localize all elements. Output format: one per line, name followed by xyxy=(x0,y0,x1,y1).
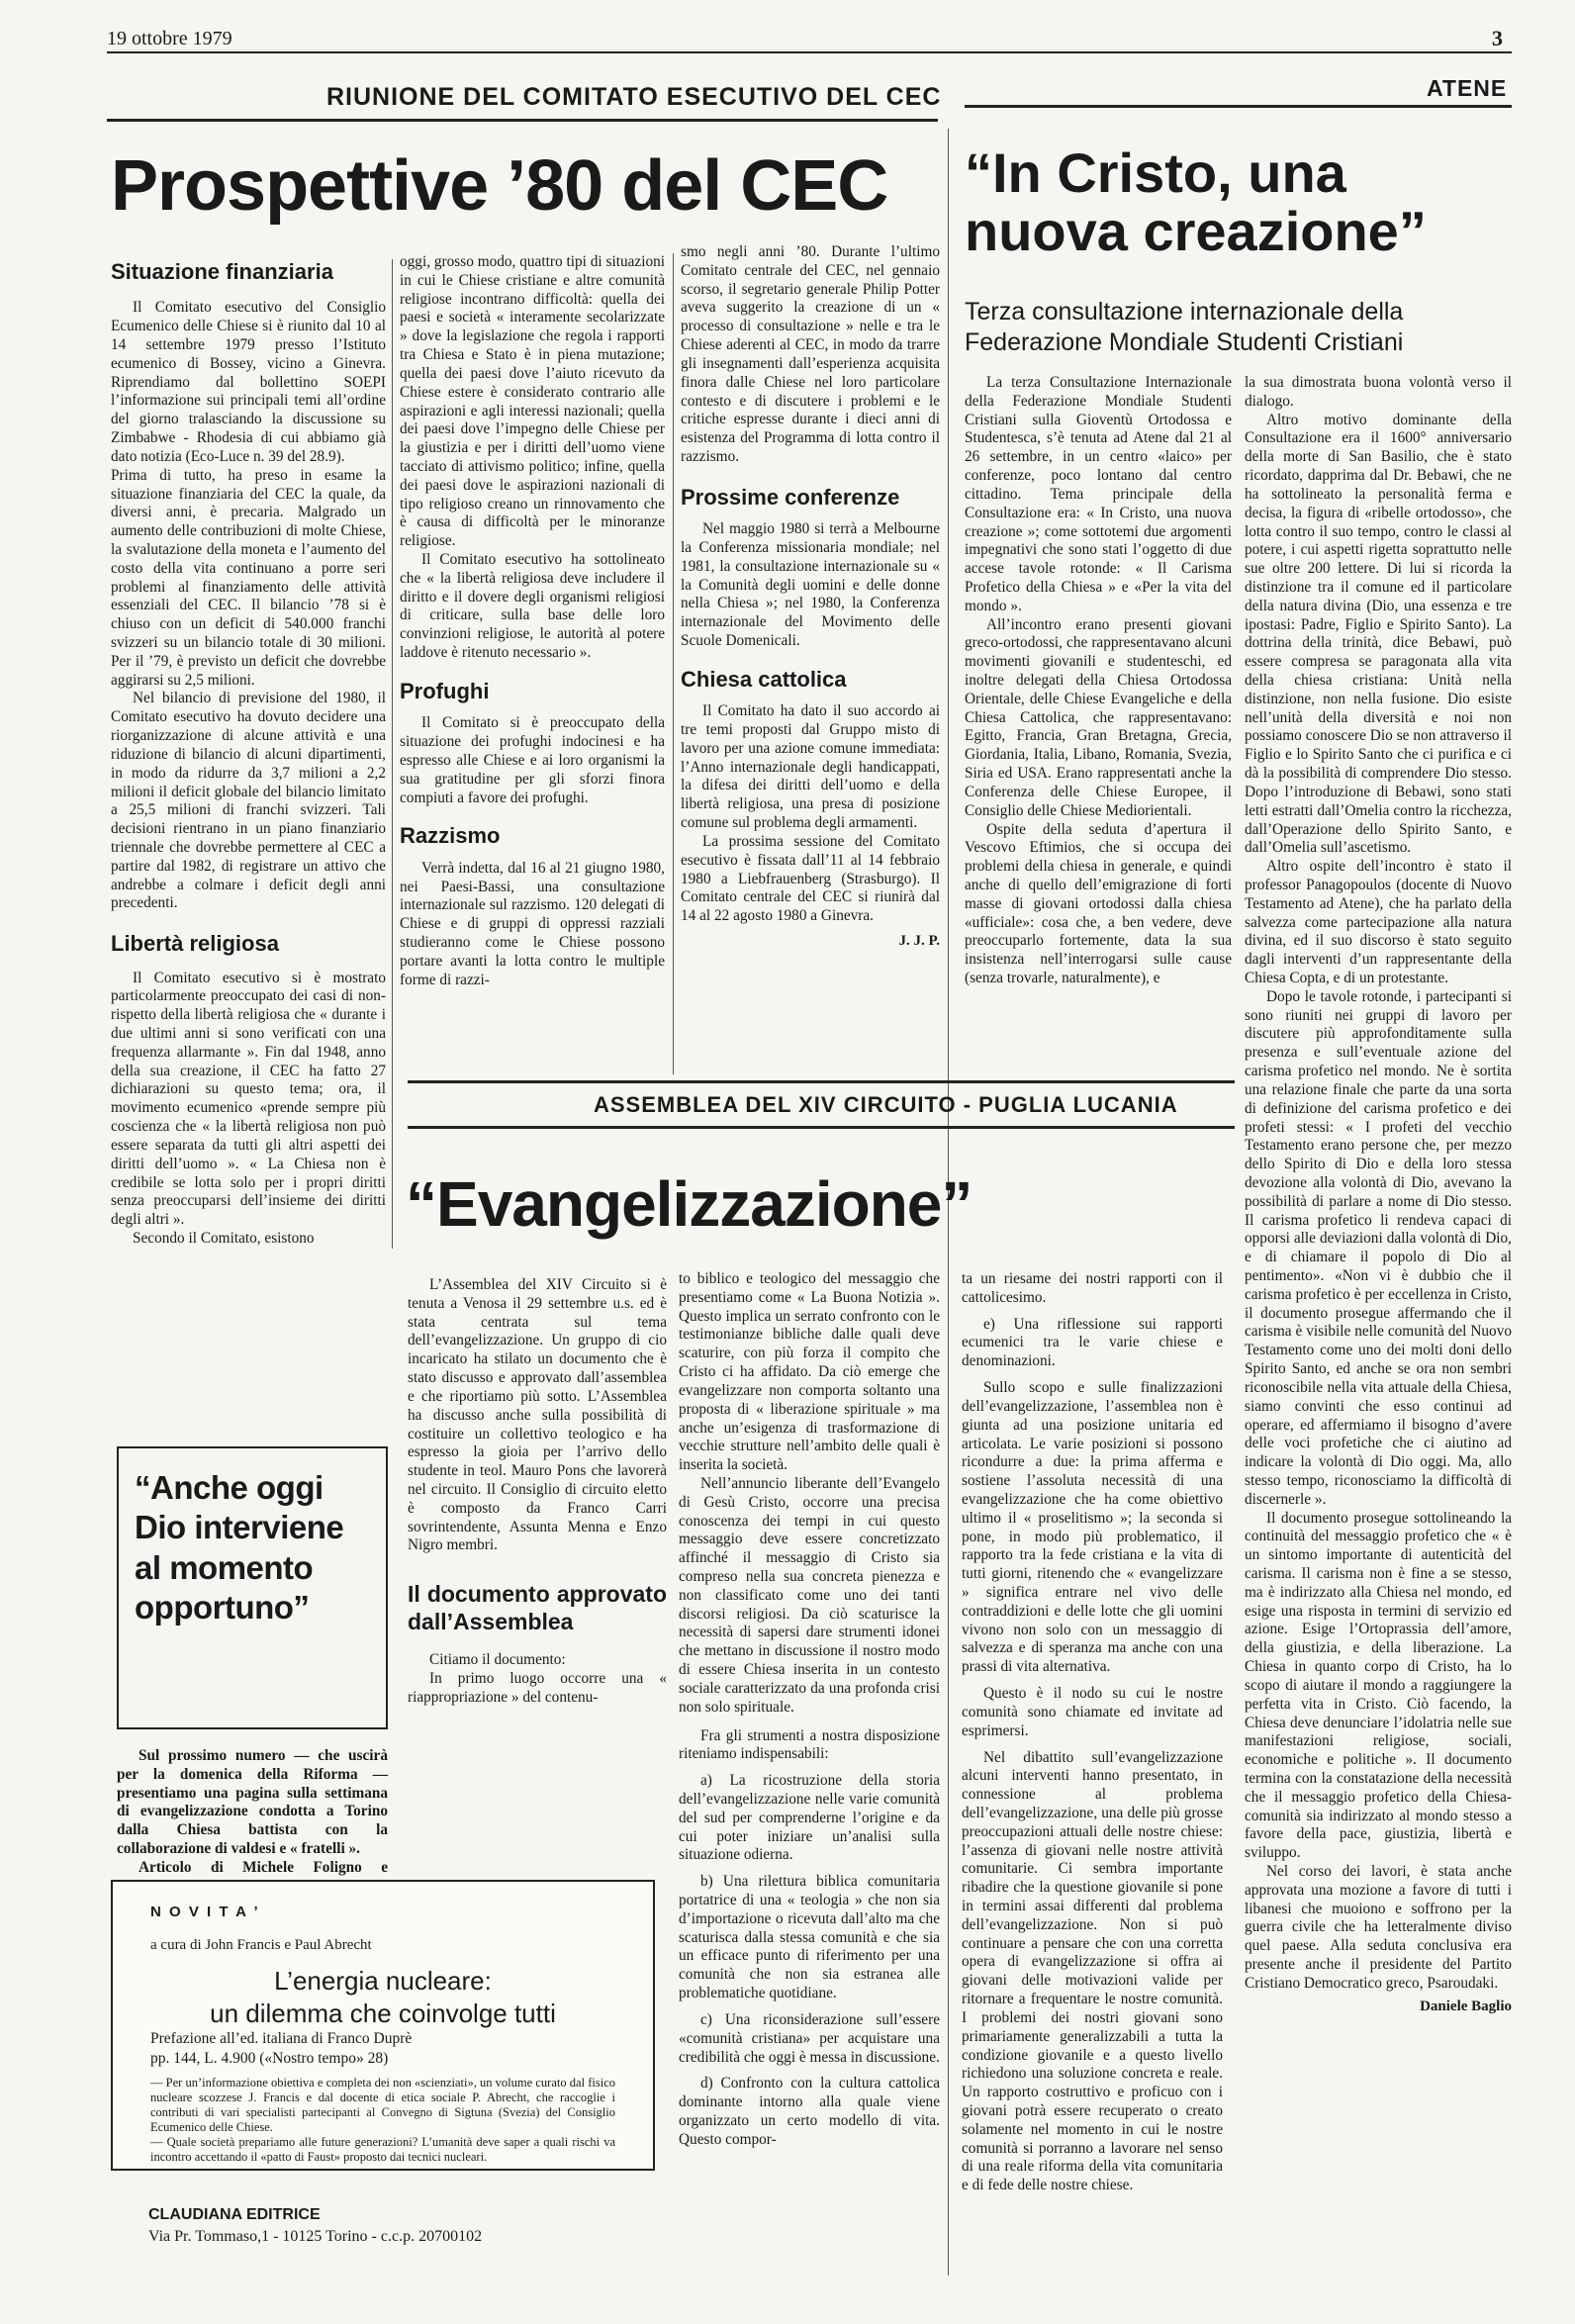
issue-date: 19 ottobre 1979 xyxy=(107,28,232,49)
novita-title-line-1: L’energia nucleare: xyxy=(274,1966,492,1996)
atene-kicker: ATENE xyxy=(1427,75,1508,101)
subhead-finanziaria: Situazione finanziaria xyxy=(111,259,333,284)
cec-kicker: RIUNIONE DEL COMITATO ESECUTIVO DEL CEC xyxy=(326,83,942,111)
pullquote-byline: Articolo di Michele Foligno e xyxy=(139,1858,388,1876)
atene-deck: Terza consultazione internazionale della Federazione Mondiale Studenti Cristiani xyxy=(965,298,1404,357)
paragraph: Il Comitato esecutivo del Consiglio Ecumenico delle Chiese si è riunito dal 10 al 14 settembre 1979 presso l’Istituto ecumenico di Bossey, vicino a Ginevra. Riprendiamo dal bollettino SOEPI l’informazione sui principali temi all’ordine del giorno tralasciando la discussione su Zimbabwe - Rhodesia di cui abbiamo già dato notizia (Eco-Luce n. 39 del 28.9). xyxy=(111,299,386,465)
evangel-kicker-rule xyxy=(408,1080,1235,1083)
paragraph: Nel maggio 1980 si terrà a Melbourne la Conferenza missionaria mondiale; nel 1981, la consultazione internazionale su « la Comunità degli uomini e delle donne nella Chiesa »; nel 1980, la Conferenza internazionale del Movimento delle Scuole Domenicali. xyxy=(681,520,940,650)
novita-label: N O V I T A ’ xyxy=(150,1904,260,1920)
paragraph: Il Comitato esecutivo si è mostrato particolarmente preoccupato dei casi di non-rispetto della libertà religiosa che « durante i due ultimi anni si sono verificati con una frequenza allarmante ». Fin dal 1948, anno della sua creazione, il CEC ha fatto 27 dichiarazioni su questo tema; ora, il movimento ecumenico «prende sempre più coscienza che « la libertà religiosa non può essere separata da tutti gli altri aspetti dei diritti dell’uomo ». « La Chiesa non è credibile se lotta solo per i propri diritti senza preoccuparsi dell’insieme dei diritti degli altri ». xyxy=(111,969,386,1229)
atene-column-2 xyxy=(1245,374,1512,2015)
paragraph: smo negli anni ’80. Durante l’ultimo Comitato centrale del CEC, nel gennaio scorso, il segretario generale Philip Potter aveva suggerito la creazione di un « processo di consultazione » nelle e tra le Chiese aderenti al CEC, in modo da trarre gli insegnamenti dall’esperienza acquisita finora dalle Chiese nel loro particolare contesto e di discutere i problemi e le critiche espresse durante i dieci anni di esistenza del Programma di lotta contro il razzismo. xyxy=(681,243,940,465)
cec-column-3 xyxy=(681,243,940,950)
novita-address: Via Pr. Tommaso,1 - 10125 Torino - c.c.p. 20700102 xyxy=(148,2228,483,2245)
pullquote-text-block xyxy=(117,1747,388,1897)
paragraph: La prossima sessione del Comitato esecutivo è fissata dall’11 al 14 febbraio 1980 a Liebfrauenberg (Strasburgo). Il Comitato centrale del CEC si riunirà dal 14 al 22 agosto 1980 a Ginevra. xyxy=(681,832,940,925)
novita-publisher: CLAUDIANA EDITRICE xyxy=(148,2206,321,2223)
paragraph: Nell’annuncio liberante dell’Evangelo di Gesù Cristo, occorre una precisa conoscenza dei tempi in cui questo messaggio deve essere concretizzato affinché il messaggio di Cristo sia compreso nella sua concreta pienezza e non classificato come uno dei tanti discorsi religiosi. Da ciò scaturisce la necessità di sapersi dare strumenti idonei che mettano in discussione il nostro modo di essere Chiesa inserita in un contesto sociale caratterizzato da una profonda crisi non solo spirituale. xyxy=(679,1474,940,1716)
column-rule xyxy=(392,259,393,1249)
paragraph: Citiamo il documento: xyxy=(429,1651,566,1669)
paragraph: c) Una riconsiderazione sull’essere «comunità cristiana» per acquistare una credibilità che oggi è messa in discussione. xyxy=(679,2010,940,2066)
paragraph: In primo luogo occorre una « riappropriazione » del contenu- xyxy=(408,1670,667,1706)
evangel-column-1 xyxy=(408,1276,667,1708)
subhead-profughi: Profughi xyxy=(400,678,490,703)
pullquote-text: Sul prossimo numero — che uscirà per la domenica della Riforma — presentiamo una pagina sulla settimana di evangelizzazione condotta a Torino dalla Chiesa battista con la collaborazione di valdesi e « fratelli ». xyxy=(117,1747,388,1858)
paragraph: Nel bilancio di previsione del 1980, il Comitato esecutivo ha dovuto decidere una riorganizzazione di alcune attività e una riduzione di bilancio di alcuni dipartimenti, in modo da ridurre da 3,7 milioni a 2,2 milioni il deficit globale del bilancio limitato a 25,5 milioni di franchi svizzeri. Tali decisioni rientrano in un piano finanziario triennale che dovrebbe permettere al CEC a partire dal 1982, di registrare un attivo che andrebbe a colmare i deficit degli anni precedenti. xyxy=(111,690,386,912)
paragraph: L’Assemblea del XIV Circuito si è tenuta a Venosa il 29 settembre u.s. ed è stata centrata sul tema dell’evangelizzazione. Un gruppo di cio incaricato ha stilato un documento che è stato discusso e approvato dall’assemblea e che riportiamo più sotto. L’Assemblea ha discusso anche sulla possibilità di costituire un collettivo teologico e ha espresso la gioia per l’arrivo dello studente in teol. Mauro Pons che lavorerà nel circuito. Il Consiglio di circuito eletto è composto da Franco Carri sovrintendente, Assunta Menna e Enzo Nigro membri. xyxy=(408,1276,667,1554)
pullquote-box xyxy=(117,1446,388,1729)
paragraph: Secondo il Comitato, esistono xyxy=(133,1229,315,1247)
atene-signature: Daniele Baglio xyxy=(1420,1998,1512,2014)
paragraph: Il Comitato ha dato il suo accordo ai tre temi proposti dal Gruppo misto di lavoro per una azione comune immediata: l’Anno internazionale degli handicappati, la difesa dei diritti dell’uomo e della libertà religiosa, una presa di posizione comune sul problema degli armamenti. xyxy=(681,702,940,832)
evangel-column-2 xyxy=(679,1270,940,2150)
cec-kicker-rule xyxy=(107,119,938,122)
subhead-conferenze: Prossime conferenze xyxy=(681,484,900,510)
cec-column-2 xyxy=(400,253,665,989)
novita-ad-box xyxy=(111,1880,655,2171)
subhead-documento: Il documento approvato dall’Assemblea xyxy=(408,1581,667,1634)
paragraph: Nel corso dei lavori, è stata anche approvata una mozione a favore di tutti i libanesi che muoiono e soffrono per la guerra civile che ha letteralmente diviso quel paese. Alla seduta conclusiva era presente anche il presidente del Partito Cristiano Democratico greco, Psaroudaki. xyxy=(1245,1863,1512,1992)
cec-column-1 xyxy=(111,259,386,1249)
subhead-liberta: Libertà religiosa xyxy=(111,931,279,957)
paragraph: Fra gli strumenti a nostra disposizione riteniamo indispensabili: xyxy=(679,1726,940,1763)
pullquote-title: “Anche oggi Dio interviene al momento opportuno” xyxy=(135,1469,344,1626)
paragraph: to biblico e teologico del messaggio che presentiamo come « La Buona Notizia ». Questo implica un serrato confronto con le testimonianze bibliche dalle quali deve scaturire, con più forza il compito che Cristo ci ha affidato. Da ciò emerge che evangelizzare non comporta soltanto una proposta di « liberazione spirituale » ma anche un’esigenza di trasformazione di vecchie strutture nell’ambito delle quali è inserita la società. xyxy=(679,1270,940,1474)
paragraph: Prima di tutto, ha preso in esame la situazione finanziaria del CEC la quale, da diversi anni, è precaria. Malgrado un aumento delle contribuzioni di molte Chiese, la svalutazione della moneta e l’aumento del costo della vita continuano a porre seri problemi al finanziamento delle attività essenziali del CEC. Il bilancio ’78 si è chiuso con un deficit di 540.000 franchi svizzeri su un bilancio totale di 30 milioni. Per il ’79, è previsto un deficit che dovrebbe aggirarsi su 2,5 milioni. xyxy=(111,466,386,689)
paragraph: Questo è il nodo su cui le nostre comunità sono chiamate ed invitate ad esprimersi. xyxy=(962,1685,1223,1739)
atene-headline: “In Cristo, una nuova creazione” xyxy=(965,141,1427,262)
paragraph: All’incontro erano presenti giovani greco-ortodossi, che rappresentavano alcuni movimenti giovanili e studenteschi, ed inoltre delegati della Chiesa Ortodossa Orientale, delle Chiese Evangeliche e della Chiesa Cattolica, che rappresentavano: Egitto, Francia, Gran Bretagna, Grecia, Giordania, Italia, Libano, Romania, Svezia, Siria ed USA. Erano rappresentati anche la Conferenza delle Chiese Europee, il Consiglio delle Chiese Mediorientali. xyxy=(965,615,1232,819)
paragraph: La terza Consultazione Internazionale della Federazione Mondiale Studenti Cristiani sulla Gioventù Ortodossa e Studentesca, s’è tenuta ad Atene dal 21 al 26 settembre, in un centro «laico» per conferenze, poco lontano dal centro cittadino. Tema principale della Consultazione era: « In Cristo, una nuova creazione »; come sottotemi due argomenti impegnativi che sono stati l’oggetto di due accese tavole rotonde: « Il Carisma Profetico della Chiesa » e «Per la vita del mondo ». xyxy=(965,374,1232,614)
paragraph: la sua dimostrata buona volontà verso il dialogo. xyxy=(1245,374,1512,410)
paragraph: oggi, grosso modo, quattro tipi di situazioni in cui le Chiese cristiane e altre comunità religiose incontrano difficoltà: quella dei paesi e società « interamente secolarizzate » dove la legislazione che regola i rapporti tra Chiesa e Stato è in piena mutazione; quella dei paesi dove l’aiuto ricevuto da Chiese estere è considerato contrario alle aspirazioni e agli interessi nazionali; quella dei paesi dove l’impegno delle Chiese per la giustizia e per i diritti dell’uomo viene tacciato di attivismo politico; infine, quella dei paesi dove le aspirazioni nazionali di tipo religioso creano un rinnovamento che è causa di difficoltà per le minoranze religiose. xyxy=(400,253,665,550)
novita-title xyxy=(113,1965,653,2029)
evangel-kicker: ASSEMBLEA DEL XIV CIRCUITO - PUGLIA LUCANIA xyxy=(594,1092,1178,1117)
paragraph: Altro motivo dominante della Consultazione era il 1600° anniversario della morte di San Basilio, che è stato ricordato, dapprima dal Dr. Bebawi, che ne ha sottolineato la personalità ferma e decisa, la figura di «ribelle ortodosso», che lotta contro il suo tempo, contro le classi al potere, i cui aspetti rigetta soprattutto nelle sue oltre 200 lettere. Di lui si ricorda la distinzione tra il comune ed il particolare della natura divina (Dio, una essenza e tre ipostasi: Padre, Figlio e Spirito Santo). La dottrina della trinità, dice Bebawi, può essere compresa se paragonata alla vita della chiesa cristiana: Unità nella distinzione, non nella fusione. Dio esiste nell’unità della diversità e noi non possiamo conoscere Dio se non attraverso il Figlio e lo Spirito Santo che ci purifica e ci dà la possibilità di comprendere Dio stesso. Dopo l’introduzione di Bebawi, sono stati letti estratti dall’Omelia contro la ricchezza, dall’Operazione dello Spirito Santo, e dall’Omelia sull’ascetismo. xyxy=(1245,411,1512,857)
atene-kicker-rule xyxy=(965,105,1512,108)
paragraph: Ospite della seduta d’apertura il Vescovo Eftimios, che si occupa dei problemi della chiesa in generale, e quindi anche di quello dell’emigrazione di forti masse di giovani ortodossi dalla chiesa «ufficiale»: cosa che, a ben vedere, deve preoccuparlo fortemente, data la sua insistenza nell’interrogarsi sulle cause (senza trovarle, naturalmente), e xyxy=(965,820,1232,986)
paragraph: a) La ricostruzione della storia dell’evangelizzazione nelle varie comunità del sud per comprenderne l’origine e da cui poter iniziare un’analisi sulla situazione odierna. xyxy=(679,1772,940,1864)
paragraph: ta un riesame dei nostri rapporti con il cattolicesimo. xyxy=(962,1270,1223,1306)
evangel-headline: “Evangelizzazione” xyxy=(406,1168,973,1240)
paragraph: Sullo scopo e sulle finalizzazioni dell’evangelizzazione, l’assemblea non è giunta ad una posizione unitaria ed articolata. Le varie posizioni si possono ricondurre a due: la prima afferma e sostiene l’assoluta necessità di una evangelizzazione che ha come obiettivo ultimo il « proselitismo »; la seconda si pone, in modo più problematico, il rapporto tra la fede cristiana e la vita di tutti giorni, ritenendo che « evangelizzare » significa entrare nel vivo delle contraddizioni e delle lotte che gli uomini vivono non solo con un messaggio di salvezza e di speranza ma anche con una prassi di vita alternativa. xyxy=(962,1379,1223,1676)
paragraph: Il Comitato si è preoccupato della situazione dei profughi indocinesi e ha espresso alle Chiese e ai loro organismi la sua gratitudine per gli sforzi finora compiuti a favore dei profughi. xyxy=(400,714,665,806)
paragraph: Nel dibattito sull’evangelizzazione alcuni interventi hanno presentato, in connessione al problema dell’evangelizzazione, una delle più grosse preoccupazioni attuali delle nostre chiese: l’assenza di giovani nelle nostre attività comunitarie. Ci sembra importante ribadire che la questione giovanile si pone in termini assai differenti dal problema dell’evangelizzazione. Non si può continuare a pensare che con una corretta opera di evangelizzazione si offra ai giovani delle motivazioni valide per ritornare a frequentare le nostre comunità. I problemi dei nostri giovani sono primariamente generalizzabili a tutta la condizione giovanile e a questo livello richiedono una soluzione concreta e reale. Un rapporto costruttivo e proficuo con i giovani potrà essere recuperato o creato solamente nel momento in cui le nostre comunità si porranno a lavorare nel senso di una reale riforma della vita comunitaria e di fede delle nostre chiese. xyxy=(962,1748,1223,2194)
paragraph: Verrà indetta, dal 16 al 21 giugno 1980, nei Paesi-Bassi, una consultazione internazionale sul razzismo. 120 delegati di Chiese e di gruppi di oppressi razziali studieranno come le Chiese possono portare avanti la lotta contro le multiple forme di razzi- xyxy=(400,859,665,988)
paragraph: Il Comitato esecutivo ha sottolineato che « la libertà religiosa deve includere il diritto e il dovere degli organismi religiosi di criticare, sulla base delle loro convinzioni religiose, le autorità al potere laddove è ritenuto necessario ». xyxy=(400,551,665,662)
subhead-razzismo: Razzismo xyxy=(400,823,501,849)
novita-bullet: — Per un’informazione obiettiva e completa dei non «scienziati», un volume curato dal fisico nucleare scozzese J. Francis e dal docente di etica sociale P. Abrecht, che raccoglie i contributi di vari specialisti partecipanti al Convegno di Sigtuna (Svezia) del Consiglio Ecumenico delle Chiese. xyxy=(150,2076,615,2134)
paragraph: e) Una riflessione sui rapporti ecumenici tra le varie chiese e denominazioni. xyxy=(962,1315,1223,1370)
novita-bullets xyxy=(150,2076,615,2165)
atene-column-1 xyxy=(965,374,1232,988)
novita-editors: a cura di John Francis e Paul Abrecht xyxy=(150,1937,372,1953)
page-number: 3 xyxy=(1492,26,1503,50)
novita-preface: Prefazione all’ed. italiana di Franco Duprè xyxy=(150,2030,413,2047)
paragraph: Dopo le tavole rotonde, i partecipanti si sono riuniti nei gruppi di lavoro per discutere più approfonditamente sulla presenza e sull’eventuale azione del carisma profetico nel mondo. Ne è sortita una relazione finale che parte da una sorta di definizione del carisma profetico e dei profeti stessi: « I profeti del vecchio Testamento erano persone che, per mezzo dello Spirito di Dio e della loro stessa devozione alla volontà di Dio, avevano la possibilità di parlare a nome di Dio stesso. Il carisma profetico li rendeva capaci di opporsi alle deviazioni dalla volontà di Dio, e di chiamare il popolo di Dio al pentimento». «Non vi è dubbio che il carisma profetico è per eccellenza in Cristo, il documento prosegue affermando che il carisma è visibile nelle comunità del Nuovo Testamento come uno dei molti doni dello Spirito Santo, ed anche se ora non sembri riconoscibile nella vita attuale della Chiesa, siamo convinti che esso continui ad operare, ed affermiamo il bisogno d’avere delle voci profetiche che ci aiutino ad indicare la volontà di Dio oggi. Ma, allo stesso tempo, riconosciamo la difficoltà di discernerle ». xyxy=(1245,987,1512,1508)
evangel-column-3 xyxy=(962,1270,1223,2195)
column-rule xyxy=(673,253,674,1074)
cec-signature: J. J. P. xyxy=(898,932,940,949)
novita-title-line-2: un dilemma che coinvolge tutti xyxy=(210,1998,556,2028)
evangel-kicker-rule-bottom xyxy=(408,1126,1235,1129)
paragraph: b) Una rilettura biblica comunitaria portatrice di una « teologia » che non sia d’importazione o ricevuta dall’alto ma che scaturisca dalla stessa comunità e che sia un efficace punto di riferimento per una comunità che non sia estranea alle problematiche quotidiane. xyxy=(679,1873,940,2002)
paragraph: Altro ospite dell’incontro è stato il professor Panagopoulos (docente di Nuovo Testamento ad Atene), che ha parlato della salvezza come partecipazione alla natura divina, ed il suo discorso è stato seguito dagli interventi d’un rappresentante della Chiesa Copta, e di un protestante. xyxy=(1245,858,1512,986)
cec-headline: Prospettive ’80 del CEC xyxy=(111,146,888,226)
paragraph: Il documento prosegue sottolineando la continuità del messaggio profetico che « è un sintomo importante di autenticità del carisma. Il carisma non è fine a se stesso, ma è indirizzato alla Chiesa nel mondo, ed esige una risposta in termini di servizio ed azione. Esige l’Ortoprassia dell’amore, della giustizia, e della liberazione. La Chiesa in quanto corpo di Cristo, ha lo scopo di aiutare il mondo a raggiungere la perfetta vita in Cristo. Ciò facendo, la Chiesa deve denunciare l’idolatria nelle sue manifestazioni religiose, sociali, economiche e politiche ». Il documento termina con la constatazione della necessità che il messaggio profetico della Chiesa-comunità sia indirizzato al mondo stesso a favore della pace, giustizia, libertà e sviluppo. xyxy=(1245,1509,1512,1862)
subhead-cattolica: Chiesa cattolica xyxy=(681,666,847,692)
header-rule xyxy=(107,51,1512,53)
novita-bullet: — Quale società prepariamo alle future generazioni? L’umanità deve saper a quali rischi va incontro accettando il «patto di Faust» proposto dai tecnici nucleari. xyxy=(150,2135,615,2164)
novita-details: pp. 144, L. 4.900 («Nostro tempo» 28) xyxy=(150,2050,389,2067)
paragraph: d) Confronto con la cultura cattolica dominante intorno alla quale viene organizzato un certo modello di vita. Questo compor- xyxy=(679,2075,940,2148)
